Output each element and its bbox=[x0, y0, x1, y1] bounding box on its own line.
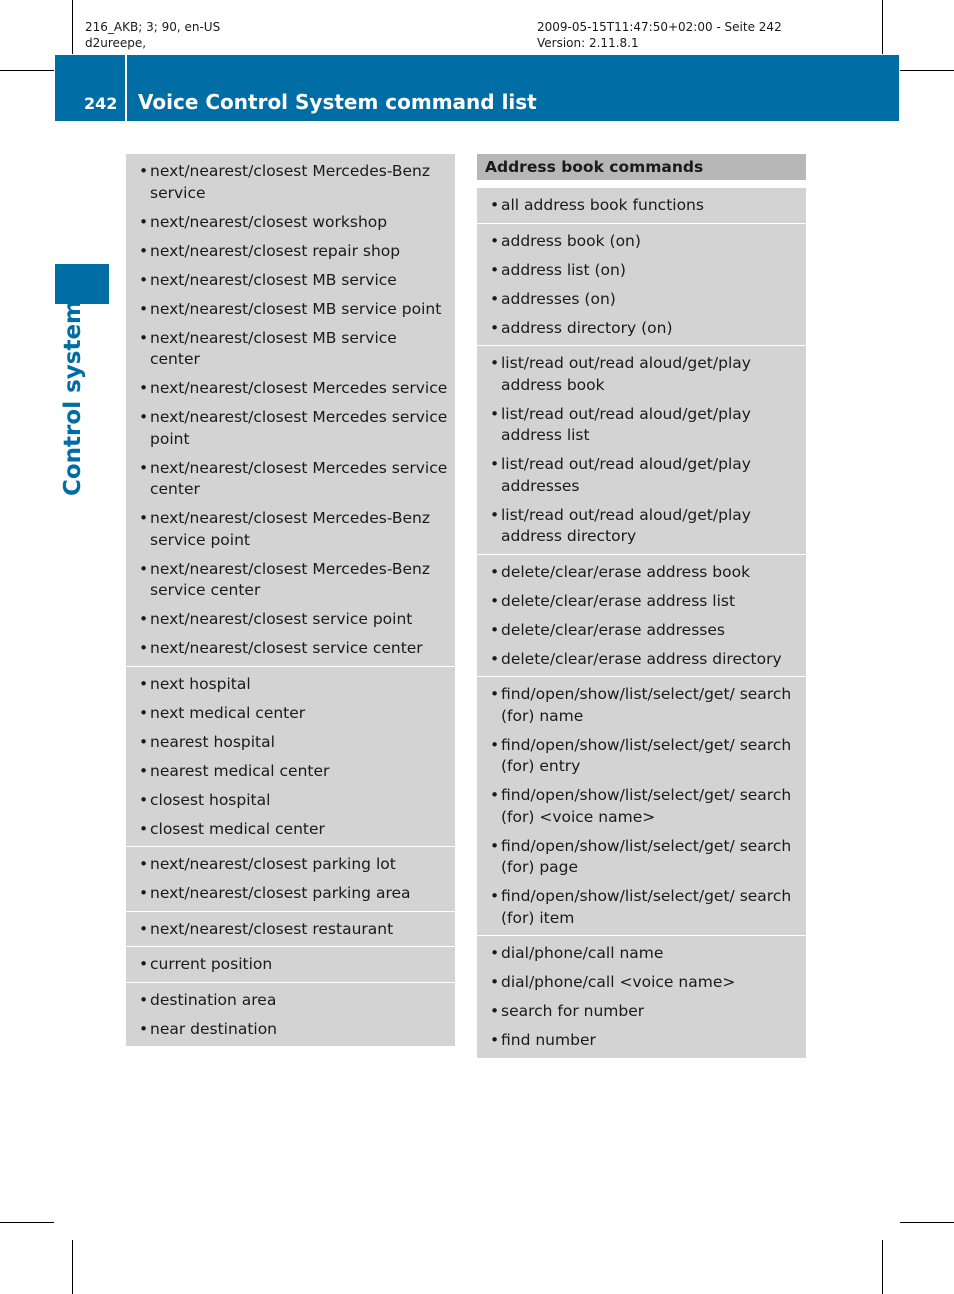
command-text: nearest medical center bbox=[150, 761, 330, 780]
command-item bbox=[477, 684, 806, 727]
command-item bbox=[126, 638, 455, 660]
command-group bbox=[477, 677, 806, 936]
bullet-icon: • bbox=[490, 1002, 500, 1020]
bullet-icon: • bbox=[139, 1019, 149, 1038]
bullet-icon: • bbox=[139, 162, 149, 180]
command-group bbox=[477, 936, 806, 1059]
command-text: find/open/show/list/select/get/ search (for) entry bbox=[501, 735, 792, 775]
command-item bbox=[126, 378, 455, 400]
command-text: dial/phone/call name bbox=[501, 944, 664, 962]
crop-mark bbox=[72, 1240, 73, 1294]
command-text: find/open/show/list/select/get/ search (for) page bbox=[501, 836, 792, 876]
address-book-command-table bbox=[477, 154, 806, 1059]
command-text: next/nearest/closest service center bbox=[150, 639, 423, 657]
command-item bbox=[126, 761, 455, 783]
bullet-icon: • bbox=[490, 685, 500, 703]
command-item bbox=[126, 328, 455, 371]
command-item bbox=[126, 241, 455, 263]
command-text: delete/clear/erase address list bbox=[501, 591, 736, 610]
command-item bbox=[126, 703, 455, 725]
bullet-icon: • bbox=[139, 299, 149, 318]
command-text: find/open/show/list/select/get/ search (for) <voice name> bbox=[501, 786, 792, 826]
meta-line: 2009-05-15T11:47:50+02:00 - Seite 242 bbox=[537, 20, 782, 34]
command-item bbox=[477, 591, 806, 613]
bullet-icon: • bbox=[490, 260, 500, 279]
bullet-icon: • bbox=[490, 786, 500, 804]
command-text: delete/clear/erase addresses bbox=[501, 620, 725, 639]
left-command-table bbox=[126, 154, 455, 1047]
bullet-icon: • bbox=[139, 990, 149, 1009]
command-group bbox=[126, 947, 455, 983]
command-text: next/nearest/closest parking lot bbox=[150, 855, 396, 873]
crop-mark bbox=[882, 0, 883, 54]
command-item bbox=[477, 289, 806, 311]
command-item bbox=[126, 407, 455, 450]
command-item bbox=[477, 735, 806, 778]
bullet-icon: • bbox=[139, 270, 149, 289]
command-group bbox=[126, 912, 455, 948]
command-text: next/nearest/closest restaurant bbox=[150, 919, 394, 938]
crop-mark bbox=[0, 70, 54, 71]
bullet-icon: • bbox=[490, 735, 500, 754]
bullet-icon: • bbox=[139, 241, 149, 260]
bullet-icon: • bbox=[139, 639, 149, 657]
command-text: next/nearest/closest repair shop bbox=[150, 241, 401, 260]
bullet-icon: • bbox=[139, 919, 149, 938]
header-divider bbox=[125, 55, 127, 121]
command-text: destination area bbox=[150, 990, 277, 1009]
command-text: next/nearest/closest parking area bbox=[150, 884, 411, 902]
bullet-icon: • bbox=[490, 836, 500, 855]
command-text: next/nearest/closest Mercedes service center bbox=[150, 458, 448, 498]
command-text: next/nearest/closest service point bbox=[150, 610, 413, 628]
command-text: find/open/show/list/select/get/ search (for) name bbox=[501, 685, 792, 725]
command-group bbox=[126, 983, 455, 1048]
command-text: list/read out/read aloud/get/play address directory bbox=[501, 505, 751, 545]
command-text: next/nearest/closest MB service center bbox=[150, 328, 397, 368]
command-item bbox=[126, 270, 455, 292]
bullet-icon: • bbox=[490, 591, 500, 610]
command-text: list/read out/read aloud/get/play address book bbox=[501, 354, 751, 394]
command-text: delete/clear/erase address book bbox=[501, 562, 751, 581]
command-text: next medical center bbox=[150, 703, 306, 722]
command-text: closest medical center bbox=[150, 819, 325, 838]
bullet-icon: • bbox=[490, 944, 500, 962]
command-item bbox=[477, 836, 806, 879]
meta-line: d2ureepe, bbox=[85, 36, 147, 50]
command-group bbox=[477, 224, 806, 347]
command-group bbox=[126, 847, 455, 912]
bullet-icon: • bbox=[139, 674, 149, 693]
command-text: closest hospital bbox=[150, 790, 271, 809]
bullet-icon: • bbox=[139, 379, 149, 397]
command-item bbox=[126, 883, 455, 905]
command-text: address directory (on) bbox=[501, 318, 673, 337]
bullet-icon: • bbox=[139, 819, 149, 838]
command-text: next/nearest/closest Mercedes-Benz service center bbox=[150, 559, 430, 599]
command-text: next/nearest/closest Mercedes-Benz service point bbox=[150, 509, 430, 549]
page-number: 242 bbox=[84, 94, 118, 113]
bullet-icon: • bbox=[139, 212, 149, 231]
meta-line: Version: 2.11.8.1 bbox=[537, 36, 639, 50]
command-text: find number bbox=[501, 1031, 596, 1049]
command-item bbox=[126, 508, 455, 551]
command-item bbox=[477, 195, 806, 217]
command-text: search for number bbox=[501, 1002, 645, 1020]
command-text: nearest hospital bbox=[150, 732, 275, 751]
bullet-icon: • bbox=[490, 196, 500, 214]
bullet-icon: • bbox=[139, 790, 149, 809]
meta-line: 216_AKB; 3; 90, en-US bbox=[85, 20, 221, 34]
command-item bbox=[126, 299, 455, 321]
command-item bbox=[126, 609, 455, 631]
command-item bbox=[477, 454, 806, 497]
print-meta-left bbox=[85, 19, 220, 51]
command-text: all address book functions bbox=[501, 196, 704, 214]
command-item bbox=[126, 854, 455, 876]
command-item bbox=[126, 954, 455, 976]
side-tab-label: Control systems bbox=[60, 286, 86, 496]
bullet-icon: • bbox=[139, 408, 149, 426]
command-item bbox=[477, 353, 806, 396]
command-item bbox=[477, 1030, 806, 1052]
command-group bbox=[126, 667, 455, 848]
bullet-icon: • bbox=[139, 732, 149, 751]
command-text: dial/phone/call <voice name> bbox=[501, 973, 736, 991]
bullet-icon: • bbox=[490, 505, 500, 524]
command-group bbox=[477, 555, 806, 678]
command-item bbox=[477, 260, 806, 282]
bullet-icon: • bbox=[139, 955, 149, 973]
command-text: next hospital bbox=[150, 674, 251, 693]
bullet-icon: • bbox=[490, 562, 500, 581]
bullet-icon: • bbox=[490, 620, 500, 639]
command-item bbox=[477, 620, 806, 642]
bullet-icon: • bbox=[490, 887, 500, 905]
crop-mark bbox=[882, 1240, 883, 1294]
bullet-icon: • bbox=[490, 231, 500, 250]
command-item bbox=[126, 1019, 455, 1041]
section-header: Address book commands bbox=[477, 154, 806, 180]
command-text: list/read out/read aloud/get/play address list bbox=[501, 404, 751, 444]
command-item bbox=[477, 886, 806, 929]
command-item bbox=[126, 559, 455, 602]
page-title: Voice Control System command list bbox=[138, 90, 537, 114]
command-item bbox=[126, 674, 455, 696]
command-text: current position bbox=[150, 955, 273, 973]
command-group bbox=[477, 188, 806, 224]
command-text: addresses (on) bbox=[501, 289, 616, 308]
command-group bbox=[126, 154, 455, 667]
bullet-icon: • bbox=[490, 289, 500, 308]
bullet-icon: • bbox=[139, 884, 149, 902]
command-item bbox=[126, 732, 455, 754]
command-item bbox=[477, 1001, 806, 1023]
crop-mark bbox=[900, 70, 954, 71]
command-item bbox=[477, 943, 806, 965]
bullet-icon: • bbox=[490, 318, 500, 337]
command-item bbox=[477, 404, 806, 447]
bullet-icon: • bbox=[139, 761, 149, 780]
command-group bbox=[477, 346, 806, 555]
bullet-icon: • bbox=[139, 610, 149, 628]
bullet-icon: • bbox=[139, 458, 149, 477]
bullet-icon: • bbox=[490, 354, 500, 372]
command-text: next/nearest/closest Mercedes service bbox=[150, 379, 448, 397]
bullet-icon: • bbox=[490, 404, 500, 423]
bullet-icon: • bbox=[490, 973, 500, 991]
command-text: next/nearest/closest Mercedes-Benz service bbox=[150, 162, 430, 202]
bullet-icon: • bbox=[139, 559, 149, 578]
print-meta-right bbox=[537, 19, 782, 51]
command-item bbox=[477, 562, 806, 584]
command-item bbox=[477, 505, 806, 548]
command-text: next/nearest/closest MB service point bbox=[150, 299, 442, 318]
crop-mark bbox=[0, 1222, 54, 1223]
command-item bbox=[477, 231, 806, 253]
command-text: address book (on) bbox=[501, 231, 641, 250]
command-text: delete/clear/erase address directory bbox=[501, 649, 782, 668]
side-tab bbox=[60, 286, 130, 500]
command-text: list/read out/read aloud/get/play addresses bbox=[501, 455, 751, 495]
bullet-icon: • bbox=[139, 509, 149, 527]
crop-mark bbox=[900, 1222, 954, 1223]
bullet-icon: • bbox=[490, 455, 500, 473]
command-item bbox=[477, 318, 806, 340]
command-item bbox=[126, 990, 455, 1012]
bullet-icon: • bbox=[139, 703, 149, 722]
bullet-icon: • bbox=[490, 649, 500, 668]
command-text: address list (on) bbox=[501, 260, 626, 279]
command-text: find/open/show/list/select/get/ search (for) item bbox=[501, 887, 792, 927]
command-item bbox=[477, 649, 806, 671]
command-text: next/nearest/closest MB service bbox=[150, 270, 397, 289]
command-item bbox=[477, 785, 806, 828]
bullet-icon: • bbox=[139, 855, 149, 873]
command-item bbox=[126, 790, 455, 812]
command-item bbox=[477, 972, 806, 994]
command-item bbox=[126, 819, 455, 841]
command-text: near destination bbox=[150, 1019, 278, 1038]
command-item bbox=[126, 458, 455, 501]
command-text: next/nearest/closest Mercedes service point bbox=[150, 408, 448, 448]
bullet-icon: • bbox=[139, 328, 149, 347]
command-text: next/nearest/closest workshop bbox=[150, 212, 388, 231]
command-item bbox=[126, 161, 455, 204]
command-item bbox=[126, 919, 455, 941]
command-item bbox=[126, 212, 455, 234]
bullet-icon: • bbox=[490, 1031, 500, 1049]
crop-mark bbox=[72, 0, 73, 54]
